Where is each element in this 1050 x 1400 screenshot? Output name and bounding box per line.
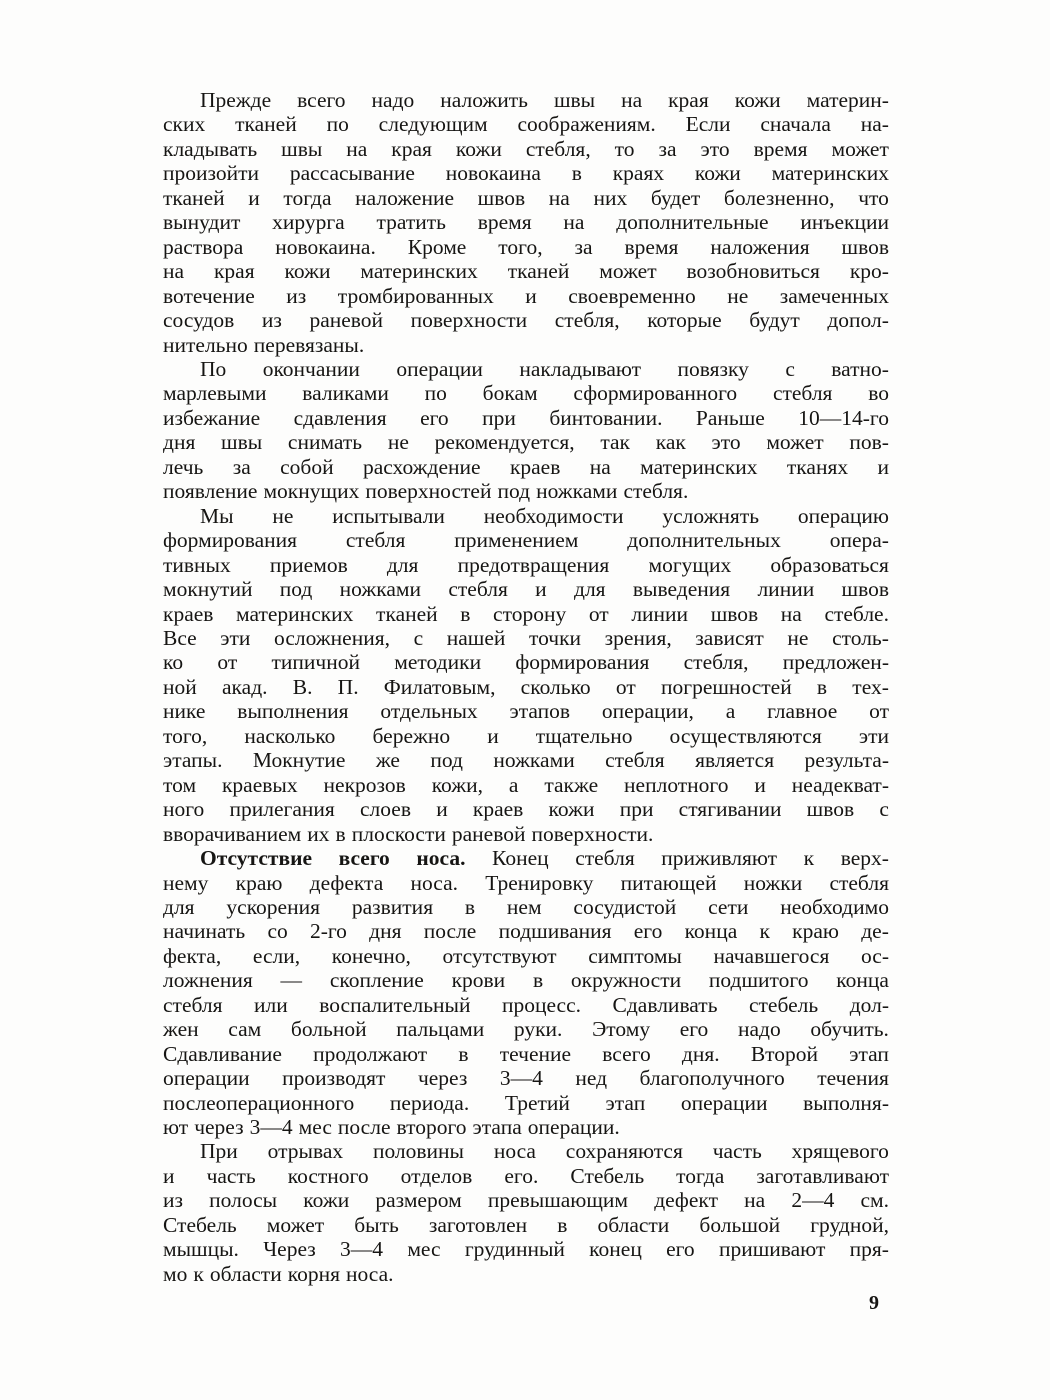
paragraph (163, 1139, 889, 1286)
text-line: ют через 3—4 мес после второго этапа операции. (163, 1115, 620, 1140)
text-line: мышцы. Через 3—4 мес грудинный конец его пришивают пря- (163, 1237, 889, 1262)
text-line: дня швы снимать не рекомендуется, так как это может пов- (163, 430, 889, 455)
text-line: фекта, если, конечно, отсутствуют симптомы начавшегося ос- (163, 943, 889, 968)
text-line: Стебель может быть заготовлен в области большой грудной, (163, 1212, 889, 1237)
text-line: нительно перевязаны. (163, 332, 365, 357)
text-line: краев материнских тканей в сторону от линии швов на стебле. (163, 601, 889, 626)
text-line: произойти рассасывание новокаина в краях кожи материнских (163, 161, 889, 186)
text-line: ских тканей по следующим соображениям. Если сначала на- (163, 112, 889, 137)
text-line: ной акад. В. П. Филатовым, сколько от погрешностей в тех- (163, 674, 889, 699)
text-line: формирования стебля применением дополнительных опера- (163, 528, 889, 553)
text-line: лечь за собой расхождение краев на материнских тканях и (163, 454, 889, 479)
text-line: вынудит хирурга тратить время на дополнительные инъекции (163, 210, 889, 235)
page-number: 9 (869, 1292, 879, 1314)
text-line: Отсутствие всего носа. Конец стебля приживляют к верх- (200, 846, 889, 871)
text-line: По окончании операции накладывают повязку с ватно- (200, 356, 889, 381)
text-line: вотечение из тромбированных и своевременно не замеченных (163, 283, 889, 308)
text-line: Мы не испытывали необходимости усложнять операцию (200, 503, 889, 528)
text-line: мо к области корня носа. (163, 1261, 394, 1286)
text-line: сосудов из раневой поверхности стебля, которые будут допол- (163, 308, 889, 333)
text-line: на края кожи материнских тканей может возобновиться кро- (163, 259, 889, 284)
text-line: мокнутий под ножками стебля и для выведения линии швов (163, 577, 889, 602)
paragraph (163, 846, 889, 1139)
text-line: нему краю дефекта носа. Тренировку питающей ножки стебля (163, 870, 889, 895)
text-line: кладывать швы на края кожи стебля, то за это время может (163, 136, 889, 161)
paragraph (163, 504, 889, 846)
text-line: ного прилегания слоев и краев кожи при стягивании швов с (163, 797, 889, 822)
text-line: для ускорения развития в нем сосудистой сети необходимо (163, 894, 889, 919)
text-line: раствора новокаина. Кроме того, за время наложения швов (163, 234, 889, 259)
text-line: стебля или воспалительный процесс. Сдавливать стебель дол- (163, 992, 889, 1017)
text-block (163, 88, 889, 1286)
text-line: того, насколько бережно и тщательно осуществляются эти (163, 723, 889, 748)
text-line: послеоперационного периода. Третий этап операции выполня- (163, 1090, 889, 1115)
text-line: При отрывах половины носа сохраняются часть хрящевого (200, 1139, 889, 1164)
text-line: и часть костного отделов его. Стебель тогда заготавливают (163, 1163, 889, 1188)
text-line: вворачиванием их в плоскости раневой поверхности. (163, 821, 654, 846)
text-line: начинать со 2-го дня после подшивания его конца к краю де- (163, 919, 889, 944)
text-line: ложнения — скопление крови в окружности подшитого конца (163, 968, 889, 993)
text-line: том краевых некрозов кожи, а также неплотного и неадекват- (163, 772, 889, 797)
text-line: Все эти осложнения, с нашей точки зрения, зависят не столь- (163, 625, 889, 650)
text-line: Прежде всего надо наложить швы на края кожи материн- (200, 88, 889, 112)
text-line: нике выполнения отдельных этапов операции, а главное от (163, 699, 889, 724)
text-line: жен сам больной пальцами руки. Этому его надо обучить. (163, 1017, 889, 1042)
text-line: тканей и тогда наложение швов на них будет болезненно, что (163, 185, 889, 210)
paragraph (163, 357, 889, 504)
text-line: марлевыми валиками по бокам сформированного стебля во (163, 381, 889, 406)
paragraph (163, 88, 889, 357)
text-line: операции производят через 3—4 нед благополучного течения (163, 1066, 889, 1091)
text-line: тивных приемов для предотвращения могущих образоваться (163, 552, 889, 577)
text-line: Сдавливание продолжают в течение всего дня. Второй этап (163, 1041, 889, 1066)
text-line: ко от типичной методики формирования стебля, предложен- (163, 650, 889, 675)
text-line: избежание сдавления его при бинтовании. Раньше 10—14-го (163, 405, 889, 430)
text-line: появление мокнущих поверхностей под ножками стебля. (163, 479, 689, 504)
text-line: из полосы кожи размером превышающим дефект на 2—4 см. (163, 1188, 889, 1213)
text-line: этапы. Мокнутие же под ножками стебля является результа- (163, 748, 889, 773)
